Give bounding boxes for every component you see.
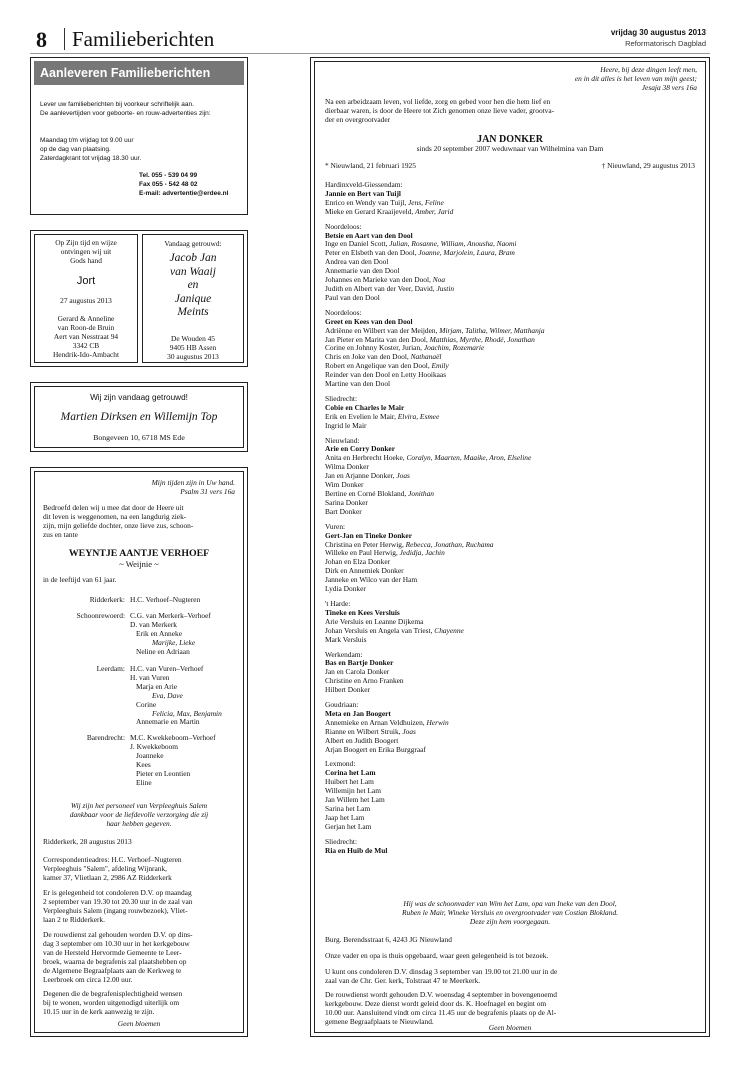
times-line: Maandag t/m vrijdag tot 9.00 uur xyxy=(40,137,134,144)
couple-line: Meints xyxy=(177,306,209,319)
family-place: Sliedrecht: xyxy=(325,836,358,846)
condolence-line: Er is gelegenheid tot condoleren D.V. op maandag xyxy=(43,888,192,897)
thanks-line: dankbaar voor de liefdevolle verzorging die zij xyxy=(69,809,209,819)
obituary-verhoef xyxy=(34,471,244,1033)
family-member-name: Tineke en Kees Versluis xyxy=(325,607,400,617)
couple-line: Janique xyxy=(174,292,212,305)
family-member-name: Christina en Peter Herwig, xyxy=(325,539,406,549)
newspaper-name: Reformatorisch Dagblad xyxy=(625,39,706,48)
family-member-name: Erik en Evelien le Mair, xyxy=(325,411,398,421)
service-line: Leerbroek om circa 12.00 uur. xyxy=(43,974,133,984)
thanks-line: haar hebben gegeven. xyxy=(106,818,172,828)
family-member-name: Jannie en Bert van Tuijl xyxy=(325,188,401,198)
family-place: 't Harde: xyxy=(325,598,351,608)
memorial-line: Hij was de schoonvader van Wim het Lam, opa van Ineke van den Dool, xyxy=(403,899,617,908)
family-member-name: Jan Pieter en Marita van den Dool, xyxy=(325,334,430,344)
service-line: de Algemene Begraafplaats aan de Kerkweg te xyxy=(43,965,182,975)
family-member: Eva, Dave xyxy=(152,690,183,700)
family-place: Werkendam: xyxy=(325,649,363,659)
family-member: Erik en Anneke xyxy=(136,628,182,638)
family-member: Marja en Arie xyxy=(136,681,178,691)
times-line: Zaterdagkrant tot vrijdag 18.30 uur. xyxy=(40,155,142,162)
viewing-info: Onze vader en opa is thuis opgebaard, waar geen gelegenheid is tot bezoek. xyxy=(325,951,549,960)
home-address: Burg. Berendsstraat 6, 4243 JG Nieuwland xyxy=(325,935,452,944)
family-member-name: Peter en Elsbeth van den Dool, xyxy=(325,248,419,258)
place-date: Ridderkerk, 28 augustus 2013 xyxy=(43,837,132,846)
family-member-name: Sarina Donker xyxy=(325,497,368,507)
family-member: Pieter en Leontien xyxy=(136,768,191,778)
family-member-name: Ria en Huib de Mul xyxy=(325,845,388,855)
aanleveren-contact xyxy=(139,171,228,198)
family-member-name: Reinder van den Dool en Letty Hooikaas xyxy=(325,370,447,380)
family-member-name: Greet en Kees van den Dool xyxy=(325,316,413,326)
intro-line: dierbaar waren, is door de Heere tot Zich genomen onze lieve vader, grootva- xyxy=(325,105,555,115)
family-member-name: Gert-Jan en Tineke Donker xyxy=(325,530,412,540)
family-place: Noordeloos: xyxy=(325,221,362,231)
wedding-couple xyxy=(143,252,243,320)
service-line: 10.00 uur. Aansluitend vindt om circa 11.45 uur de begrafenis plaats op de Al- xyxy=(325,1007,557,1017)
family-member-name: Christine en Arno Franken xyxy=(325,676,404,686)
birth-intro-line: Op Zijn tijd en wijze xyxy=(55,238,117,247)
grandchildren-names: Matthias, Myrthe, Rhodé, Jonathan xyxy=(429,334,535,344)
family-member: Felicia, Max, Benjamin xyxy=(152,708,222,718)
thanks-note xyxy=(35,802,243,829)
family-member-name: Albert en Judith Boogert xyxy=(325,735,399,745)
family-place: Sliedrecht: xyxy=(325,393,358,403)
family-member-name: Arie Versluis en Leanne Dijkema xyxy=(325,616,424,626)
family-member-name: Mieke en Gerard Kraaijeveld, xyxy=(325,206,416,216)
attend-line: bij te wonen, worden uitgenodigd uiterlijk om xyxy=(43,997,180,1007)
birth-announcement-box xyxy=(30,230,248,367)
intro-line: Lever uw familieberichten bij voorkeur schriftelijk aan. xyxy=(40,101,194,108)
family-group xyxy=(130,734,216,787)
family-member-name: Willeke en Paul Herwig, xyxy=(325,548,400,558)
family-member-name: Lydia Donker xyxy=(325,584,366,594)
service-line: broek, waarna de begrafenis zal plaatshebben op xyxy=(43,956,187,966)
address-line: Gerard & Anneline xyxy=(57,314,115,323)
family-member-name: Sarina het Lam xyxy=(325,804,371,813)
family-member-name: Jan en Carola Donker xyxy=(325,667,390,677)
family-member-name: Hilbert Donker xyxy=(325,685,370,695)
memorial-line: Deze zijn hem voorgegaan. xyxy=(469,916,551,926)
family-member-name: Arjan Boogert en Erika Burggraaf xyxy=(325,744,426,754)
attend-line: 10.15 uur in de kerk aanwezig te zijn. xyxy=(43,1006,155,1016)
family-member xyxy=(325,508,545,517)
family-member xyxy=(325,585,545,594)
family-member: H. van Vuren xyxy=(130,672,170,682)
family-member-name: Johan Versluis en Angela van Triest, xyxy=(325,625,435,635)
correspondence-line: kamer 37, Vlietlaan 2, 2986 AZ Ridderkerk xyxy=(43,872,172,882)
family-member-name: Ingrid le Mair xyxy=(325,420,367,430)
service-line: gemene Begraafplaats te Nieuwland. xyxy=(325,1016,434,1026)
family-place: Barendrecht: xyxy=(86,733,125,742)
family-member: M.C. Kwekkeboom–Verhoef xyxy=(130,733,216,742)
family-member-name: Johannes en Marieke van den Dool, xyxy=(325,275,433,285)
section-title: Familieberichten xyxy=(72,27,215,51)
family-member-name: Inge en Daniel Scott, xyxy=(325,239,390,249)
family-member-name: Dirk en Annemiek Donker xyxy=(325,566,404,576)
grandchildren-names: Mirjam, Talitha, Wilmer, Matthanja xyxy=(439,325,545,335)
family-list xyxy=(325,181,545,856)
family-place: Ridderkerk: xyxy=(89,595,125,604)
page-number: 8 xyxy=(36,27,47,52)
quote-line: en in dit alles is het leven van mijn geest; xyxy=(574,73,697,83)
condolence-line: U kunt ons condoleren D.V. dinsdag 3 september van 19.00 tot 21.00 uur in de xyxy=(325,967,558,976)
obituary-donker xyxy=(314,61,706,1033)
obituary-intro xyxy=(43,504,193,540)
condolence-info xyxy=(325,968,557,986)
quote-line: Heere, bij deze dingen leeft men, xyxy=(600,65,697,74)
family-member-name: Jan en Arjanne Donker, xyxy=(325,471,397,481)
grandchildren-names: Joachim, Rozemarie xyxy=(423,343,485,353)
attend-line: Degenen die de begrafenisplechtigheid wensen xyxy=(43,989,183,998)
family-member xyxy=(325,380,545,389)
family-member xyxy=(325,847,545,856)
family-member-name: Bertine en Corné Blokland, xyxy=(325,489,409,498)
wedding-couple: Martien Dirksen en Willemijn Top xyxy=(60,411,218,423)
family-member-name: Judith en Albert van der Veer, David, xyxy=(325,283,437,293)
no-flowers-note: Geen bloemen xyxy=(488,1023,532,1032)
family-place: Schoonrewoerd: xyxy=(76,611,125,620)
funeral-service-info xyxy=(325,991,557,1027)
memorial-note xyxy=(315,900,705,927)
family-member-name: Martine van den Dool xyxy=(325,379,391,389)
scripture-quote xyxy=(45,479,235,497)
thanks-line: Wij zijn het personeel van Verpleeghuis Salem xyxy=(70,801,208,810)
family-member-name: Jan Willem het Lam xyxy=(325,795,385,805)
address-line: 9405 HB Assen xyxy=(169,342,217,352)
family-place: Nieuwland: xyxy=(325,435,360,445)
aanleveren-times xyxy=(40,136,141,163)
family-member-name: Annemieke en Arnan Veldhuizen, xyxy=(325,717,427,727)
family-member-name: Corina het Lam xyxy=(325,768,376,778)
grandchildren-names: Jens, Feline xyxy=(408,197,444,207)
scripture-quote xyxy=(397,66,697,93)
service-line: De rouwdienst wordt gehouden D.V. woensdag 4 september in bovengenoemd xyxy=(325,990,558,999)
address-line: 3342 CB xyxy=(72,340,100,350)
grandchildren-names: Nathanaël xyxy=(410,352,442,362)
service-line: van de Hersteld Hervormde Gemeente te Leer- xyxy=(43,947,182,957)
no-flowers-note: Geen bloemen xyxy=(117,1019,161,1028)
family-member-name: Annemarie van den Dool xyxy=(325,266,400,276)
deceased-age: in de leeftijd van 61 jaar. xyxy=(43,575,117,584)
family-member-name: Wim Donker xyxy=(325,480,364,490)
baby-name: Jort xyxy=(76,275,96,287)
family-member xyxy=(325,422,545,431)
grandchildren-names: Joas xyxy=(396,471,410,481)
family-member-name: Robert en Angelique van den Dool, xyxy=(325,361,432,371)
intro-line: Na een arbeidzaam leven, vol liefde, zorg en gebed voor hen die hem lief en xyxy=(325,97,551,106)
family-member-name: Janneke en Wilco van der Ham xyxy=(325,575,418,585)
attendance-info xyxy=(43,990,182,1017)
service-line: kerkgebouw. Deze dienst wordt geleid door ds. K. Hoefnagel en begint om xyxy=(325,998,547,1008)
family-member: Joanneke xyxy=(136,750,164,760)
times-line: op de dag van plaatsing. xyxy=(40,146,111,153)
quote-line: Mijn tijden zijn in Uw hand. xyxy=(151,478,235,487)
funeral-service-info xyxy=(43,931,193,984)
grandchildren-names: Rebecca, Jonathan, Ruchama xyxy=(405,539,494,549)
grandchildren-names: Justin xyxy=(436,283,455,293)
aanleveren-title: Aanleveren Familieberichten xyxy=(34,61,244,85)
family-member: D. van Merkerk xyxy=(130,619,177,629)
quote-line: Jesaja 38 vers 16a xyxy=(641,82,697,92)
family-member xyxy=(325,823,545,832)
birth-announcement xyxy=(34,234,138,363)
wedding-heading: Vandaag getrouwd: xyxy=(164,239,222,248)
family-member-name: Bart Donker xyxy=(325,506,362,516)
family-member xyxy=(325,746,545,755)
parents-address xyxy=(35,315,137,360)
death-info: † Nieuwland, 29 augustus 2013 xyxy=(601,161,695,170)
correspondence-line: Verpleeghuis "Salem", afdeling Wijnrank, xyxy=(43,863,168,873)
family-member-name: Willemijn het Lam xyxy=(325,786,381,796)
wedding-announcement-1 xyxy=(142,234,244,363)
family-member: Eline xyxy=(136,777,152,787)
family-member-name: Bas en Bartje Donker xyxy=(325,658,394,668)
family-member: Corine xyxy=(136,699,157,709)
family-member: Kees xyxy=(136,759,151,769)
grandchildren-names: Amber, Jarid xyxy=(415,206,454,216)
family-member: H.C. Verhoef–Nugteren xyxy=(130,595,201,604)
family-member-name: Arie en Corry Donker xyxy=(325,444,395,454)
email-address[interactable]: E-mail: advertentie@erdee.nl xyxy=(139,190,229,197)
address-line: Hendrik-Ido-Ambacht xyxy=(52,349,120,359)
family-member-name: Anita en Herbrecht Hoeke, xyxy=(325,453,407,463)
family-member-name: Corine en Johnny Koster, Jurian, xyxy=(325,343,424,353)
couple-line: Jacob Jan xyxy=(169,252,217,264)
service-line: De rouwdienst zal gehouden worden D.V. op dins- xyxy=(43,930,193,939)
family-member-name: Gerjan het Lam xyxy=(325,821,372,831)
family-member xyxy=(325,208,545,217)
family-group xyxy=(130,665,222,727)
grandchildren-names: Jedidja, Jachin xyxy=(399,548,445,558)
grandchildren-names: Emily xyxy=(431,361,449,371)
family-member-name: Rianne en Wilbert Struik, xyxy=(325,726,403,736)
birth-info: * Nieuwland, 21 februari 1925 xyxy=(325,161,416,170)
grandchildren-names: Jonithan xyxy=(408,489,435,498)
wedding-heading: Wij zijn vandaag getrouwd! xyxy=(90,393,188,402)
widower-note: sinds 20 september 2007 weduwnaar van Wilhelmina van Dam xyxy=(416,144,604,153)
obituary-intro xyxy=(325,98,554,125)
header-divider xyxy=(64,28,65,50)
family-member-name: Huibert het Lam xyxy=(325,777,374,787)
grandchildren-names: Joanne, Marjolein, Laura, Bram xyxy=(418,248,515,258)
obituary-verhoef-box xyxy=(30,467,248,1037)
family-member-name: Cobie en Charles le Mair xyxy=(325,402,405,412)
family-member-name: Betsie en Aart van den Dool xyxy=(325,230,413,240)
phone-number: Tel. 055 - 539 04 99 xyxy=(139,172,198,179)
family-member xyxy=(325,294,545,303)
family-member-name: Andrea van den Dool xyxy=(325,257,389,267)
grandchildren-names: Herwin xyxy=(426,717,449,727)
service-line: dag 3 september om 10.30 uur in het kerkgebouw xyxy=(43,938,190,948)
address-line: van Roon-de Bruin xyxy=(57,322,115,332)
family-place: Hardinxveld-Giessendam: xyxy=(325,180,403,189)
family-member xyxy=(325,636,545,645)
family-group xyxy=(130,612,211,657)
family-place: Lexmond: xyxy=(325,759,356,769)
quote-line: Psalm 31 vers 16a xyxy=(180,486,235,496)
family-member: J. Kwekkeboom xyxy=(130,741,179,751)
deceased-name: WEYNTJE AANTJE VERHOEF xyxy=(68,548,210,559)
family-member-name: Chris en Joke van den Dool, xyxy=(325,352,411,362)
family-place: Vuren: xyxy=(325,521,346,531)
family-member: Marijke, Lieke xyxy=(152,637,196,647)
condolence-info xyxy=(43,889,192,925)
fax-number: Fax 055 - 542 48 02 xyxy=(139,181,198,188)
family-member xyxy=(325,686,545,695)
intro-line: der en overgrootvader xyxy=(325,114,391,124)
family-place: Noordeloos: xyxy=(325,307,362,317)
condolence-line: 2 september van 19.30 tot 20.30 uur in de zaal van xyxy=(43,896,193,906)
birth-intro xyxy=(35,239,137,266)
grandchildren-names: Chayenne xyxy=(434,625,464,635)
family-member-name: Mark Versluis xyxy=(325,634,367,644)
intro-line: De aanlevertijden voor geboorte- en rouw-advertenties zijn: xyxy=(40,110,211,117)
family-member-name: Meta en Jan Boogert xyxy=(325,708,391,718)
aanleveren-box xyxy=(30,57,248,215)
wedding-address: Bongeveen 10, 6718 MS Ede xyxy=(93,433,185,442)
family-member-name: Enrico en Wendy van Tuijl, xyxy=(325,197,409,207)
issue-date: vrijdag 30 augustus 2013 xyxy=(610,28,706,37)
birth-date: 27 augustus 2013 xyxy=(60,296,112,305)
couple-line: van Waaij xyxy=(170,265,216,278)
address-line: Aert van Nesstraat 94 xyxy=(53,331,119,341)
family-member-name: Adriënne en Wilbert van der Meijden, xyxy=(325,325,440,335)
aanleveren-intro xyxy=(40,100,211,118)
correspondence-address xyxy=(43,856,182,883)
couple-line: en xyxy=(187,279,199,292)
condolence-line: laan 2 te Ridderkerk. xyxy=(43,914,105,924)
condolence-line: Verpleeghuis Salem (ingang rouwbezoek), Vliet- xyxy=(43,905,188,915)
birth-intro-line: Gods hand xyxy=(70,255,102,265)
family-member: H.C. van Vuren–Verhoef xyxy=(130,664,204,673)
wedding-address xyxy=(143,335,243,362)
grandchildren-names: Elvira, Esmee xyxy=(397,411,440,421)
wedding-announcement-2 xyxy=(34,386,244,448)
grandchildren-names: Noa xyxy=(432,275,446,285)
grandchildren-names: Julian, Rosanne, William, Anousha, Naomi xyxy=(389,239,517,249)
family-member: C.G. van Merkerk–Verhoef xyxy=(130,611,211,620)
obituary-donker-box xyxy=(310,57,710,1037)
intro-line: zus en tante xyxy=(43,529,78,539)
deceased-name: JAN DONKER xyxy=(477,134,543,145)
intro-line: dit leven is weggenomen, na een langdurig ziek- xyxy=(43,511,187,521)
page-header xyxy=(30,24,710,54)
family-member-name: Paul van den Dool xyxy=(325,292,380,302)
family-place: Leerdam: xyxy=(96,664,125,673)
family-member-name: Johan en Elza Donker xyxy=(325,557,391,567)
birth-intro-line: ontvingen wij uit xyxy=(60,246,112,256)
address-line: 30 augustus 2013 xyxy=(167,351,219,361)
grandchildren-names: Coralyn, Maarten, Maaike, Aron, Elseline xyxy=(406,453,532,463)
family-place: Goudriaan: xyxy=(325,700,359,710)
memorial-line: Ruben le Mair, Wineke Versluis en overgrootvader van Costian Blokland. xyxy=(402,907,618,917)
family-member-name: Wilma Donker xyxy=(325,462,369,472)
correspondence-line: Correspondentieadres: H.C. Verhoef–Nugteren xyxy=(43,855,182,864)
intro-line: zijn, mijn geliefde dochter, onze lieve zus, schoon- xyxy=(43,520,194,530)
deceased-nickname: ~ Weijnie ~ xyxy=(119,559,159,569)
condolence-line: zaal van de Chr. Ger. kerk, Tolstraat 47 te Meerkerk. xyxy=(325,975,481,985)
family-member: Neline en Adriaan xyxy=(136,646,190,656)
address-line: De Wouden 45 xyxy=(170,334,215,343)
family-member: Annemarie en Martin xyxy=(136,717,200,727)
grandchildren-names: Joas xyxy=(402,726,416,736)
family-member-name: Jaap het Lam xyxy=(325,812,365,822)
wedding-announcement-2-box xyxy=(30,382,248,452)
intro-line: Bedroefd delen wij u mee dat door de Heere uit xyxy=(43,503,184,512)
